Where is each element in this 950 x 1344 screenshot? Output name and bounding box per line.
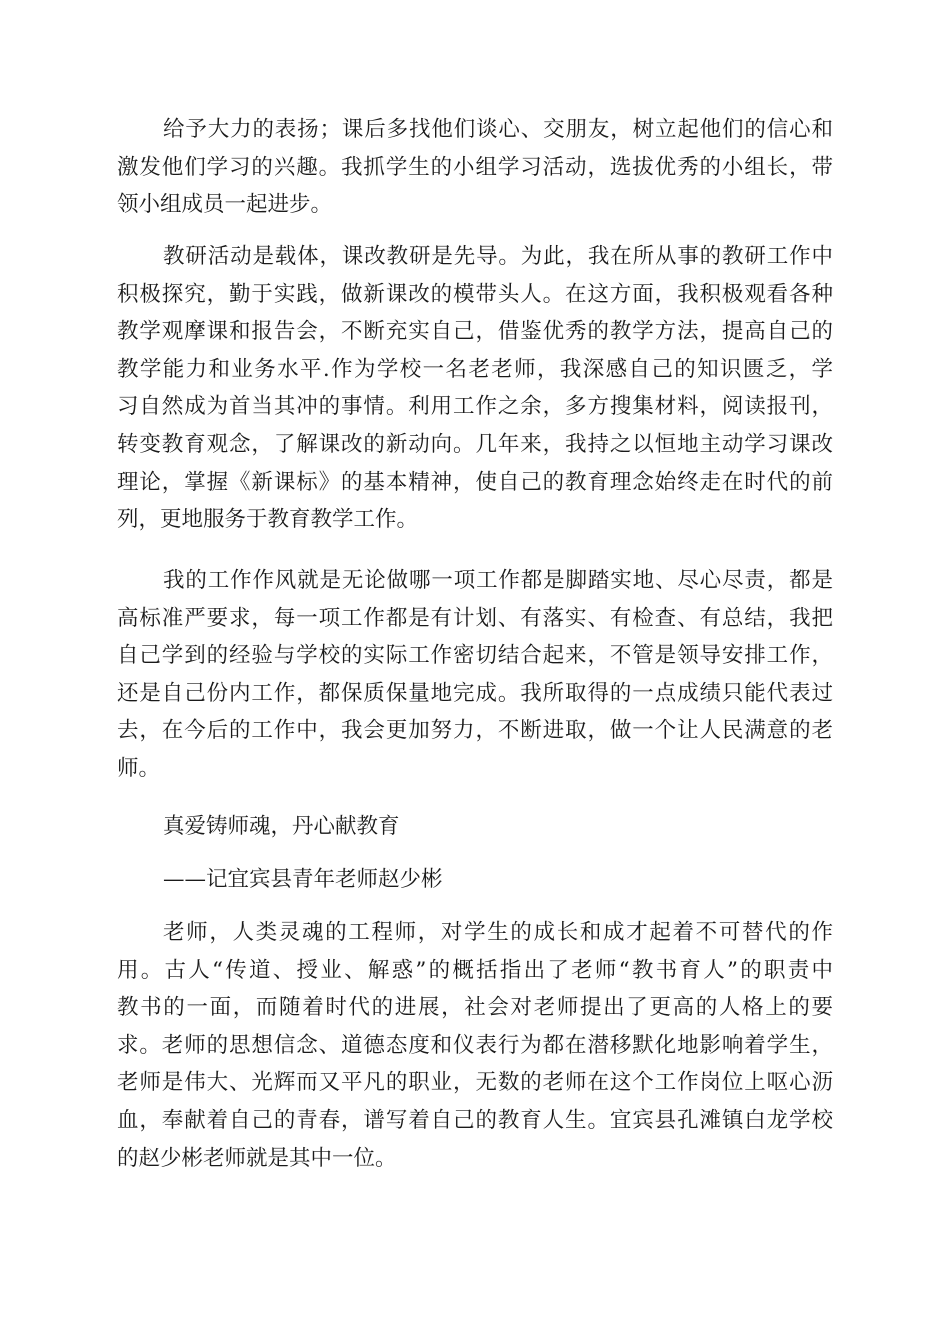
paragraph-line: 教学观摩课和报告会，不断充实自己，借鉴优秀的教学方法，提高自己的 [117, 319, 833, 345]
paragraph-line: 用。古人“传道、授业、解惑”的概括指出了老师“教书育人”的职责中 [117, 957, 833, 983]
paragraph-line: 的赵少彬老师就是其中一位。 [117, 1145, 397, 1171]
paragraph-line: 求。老师的思想信念、道德态度和仪表行为都在潜移默化地影响着学生， [117, 1032, 833, 1058]
paragraph-line: 给予大力的表扬；课后多找他们谈心、交朋友，树立起他们的信心和 [163, 117, 833, 142]
paragraph-line: 教书的一面，而随着时代的进展，社会对老师提出了更高的人格上的要 [117, 995, 833, 1021]
paragraph-line: 自己学到的经验与学校的实际工作密切结合起来，不管是领导安排工作， [117, 643, 833, 669]
paragraph-line: 高标准严要求，每一项工作都是有计划、有落实、有检查、有总结，我把 [117, 605, 833, 631]
paragraph-line: 老师，人类灵魂的工程师，对学生的成长和成才起着不可替代的作 [163, 920, 833, 945]
article-title [117, 808, 833, 846]
paragraph-line: 教学能力和业务水平.作为学校一名老老师，我深感自己的知识匮乏，学 [117, 356, 833, 382]
paragraph-line: 血，奉献着自己的青春，谱写着自己的教育人生。宜宾县孔滩镇白龙学校 [117, 1107, 833, 1133]
paragraph-line: 教研活动是载体，课改教研是先导。为此，我在所从事的教研工作中 [163, 244, 833, 269]
paragraph-line: 领小组成员一起进步。 [117, 192, 333, 218]
paragraph-2 [117, 238, 833, 539]
paragraph-line: 激发他们学习的兴趣。我抓学生的小组学习活动，选拔优秀的小组长，带 [117, 154, 833, 180]
paragraph-line: 师。 [117, 755, 161, 781]
paragraph-line: 老师是伟大、光辉而又平凡的职业，无数的老师在这个工作岗位上呕心沥 [117, 1070, 833, 1096]
paragraph-1 [117, 111, 833, 224]
paragraph-3 [117, 562, 833, 788]
paragraph-4 [117, 914, 833, 1177]
paragraph-line: 理论，掌握《新课标》的基本精神，使自己的教育理念始终走在时代的前 [117, 469, 833, 495]
paragraph-line: 我的工作作风就是无论做哪一项工作都是脚踏实地、尽心尽责，都是 [163, 568, 833, 593]
paragraph-line: 积极探究，勤于实践，做新课改的模带头人。在这方面，我积极观看各种 [117, 281, 833, 307]
paragraph-line: 去，在今后的工作中，我会更加努力，不断进取，做一个让人民满意的老 [117, 718, 833, 744]
paragraph-line: 列，更地服务于教育教学工作。 [117, 507, 419, 533]
article-subtitle-text: ——记宜宾县青年老师赵少彬 [163, 867, 443, 892]
paragraph-line: 转变教育观念，了解课改的新动向。几年来，我持之以恒地主动学习课改 [117, 431, 833, 457]
paragraph-line: 还是自己份内工作，都保质保量地完成。我所取得的一点成绩只能代表过 [117, 680, 833, 706]
article-subtitle [117, 861, 833, 899]
article-title-text: 真爱铸师魂，丹心献教育 [163, 814, 400, 839]
paragraph-line: 习自然成为首当其冲的事情。利用工作之余，多方搜集材料，阅读报刊， [117, 394, 833, 420]
